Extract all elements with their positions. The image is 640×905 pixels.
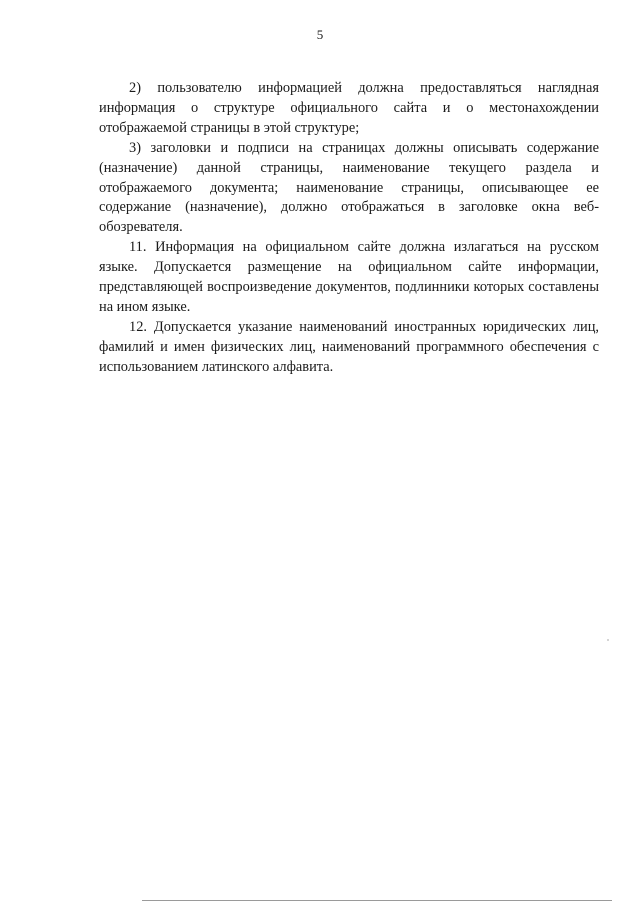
- paragraph-item-2: 2) пользователю информацией должна предоставляться наглядная информация о структуре официального сайта и о местонахождении отображаемой страницы в этой структуре;: [99, 80, 599, 136]
- bottom-scan-line: [142, 900, 612, 901]
- paragraph-12: 12. Допускается указание наименований иностранных юридических лиц, фамилий и имен физических лиц, наименований программного обеспечения с использованием латинского алфавита.: [99, 318, 599, 375]
- page-number: 5: [316, 27, 324, 42]
- paragraph-item-3: 3) заголовки и подписи на страницах должны описывать содержание (назначение) данной страницы, наименование текущего раздела и отображаемого документа; наименование страницы, описывающее ее содержание (назначение), должно отображаться в заголовке окна веб-обозревателя.: [99, 139, 599, 236]
- document-body: [99, 79, 599, 378]
- paragraph-11: 11. Информация на официальном сайте должна излагаться на русском языке. Допускается размещение на официальном сайте информации, представляющей воспроизведение документов, подлинники которых составлены на ином языке.: [99, 239, 599, 315]
- scan-speck: [607, 639, 609, 641]
